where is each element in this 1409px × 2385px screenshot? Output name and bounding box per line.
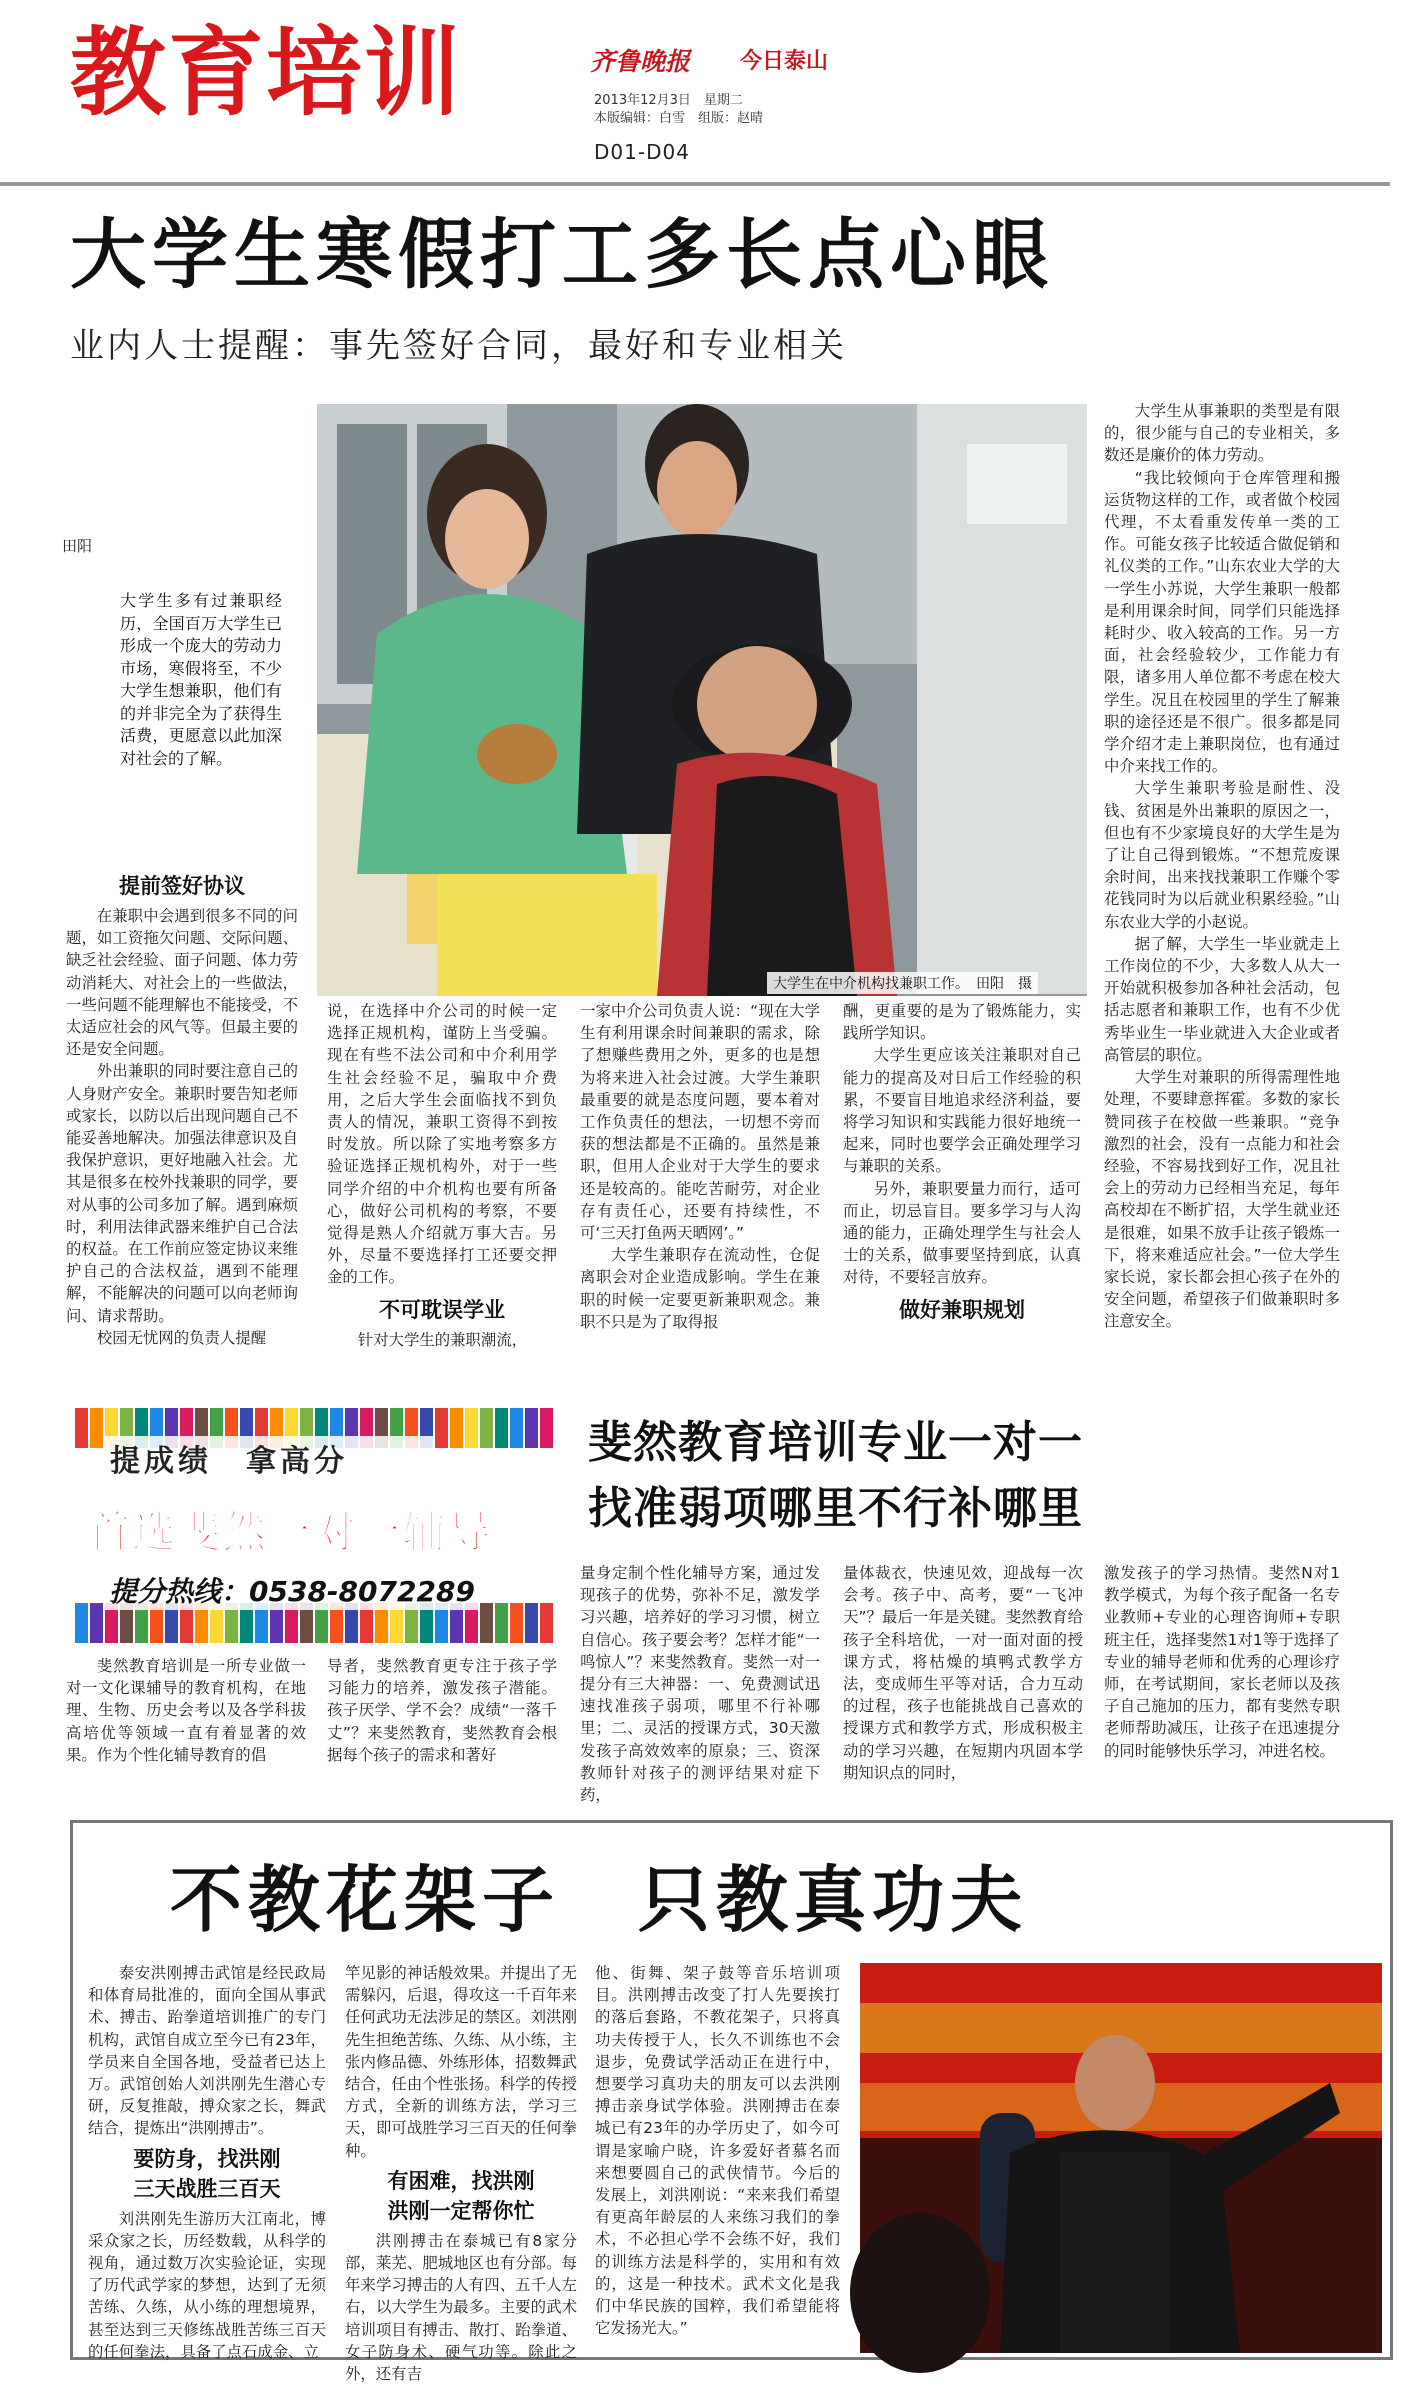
pencil-stripe [90,1408,103,1448]
story3-headline: 不教花架子 只教真功夫 [170,1858,1029,1942]
story3-subheading-1: 要防身，找洪刚 [133,2146,281,2171]
pencil-stripe [465,1408,478,1448]
pencil-stripe [495,1408,508,1448]
paragraph: 他、街舞、架子鼓等音乐培训项目。洪刚搏击改变了打人先要挨打的落后套路，不教花架子，只将真功夫传授于人，长久不训练也不会退步，免费试学活动正在进行中，想要学习真功夫的朋友可以去洪刚搏击亲身试学体验。洪刚搏击在泰城已有23年的办学历史了，如今可谓是家喻户晓，许多爱好者慕名而来想要圆自己的武侠情节。今后的发展上，刘洪刚说：“来来我们希望有更高年龄层的人来练习我们的拳术，不必担心学不会练不好，我们的训练方法是科学的，实用和有效的，这是一种技术。武术文化是我们中华民族的国粹，我们希望能将它发扬光大。” [595,1964,840,2338]
paragraph: 量身定制个性化辅导方案，通过发现孩子的优势，弥补不足，激发学习兴趣，培养好的学习习惯，树立自信心。孩子要会考？怎样才能“一鸣惊人”？来斐然教育。斐然一对一提分有三大神器：一、免费测试迅速找准孩子弱项，哪里不行补哪里；二、灵活的授课方式，30天激发孩子高效效率的原泉；三、资深教师针对孩子的测评结果对症下药， [580,1564,820,1805]
paragraph: 泰安洪刚搏击武馆是经民政局和体育局批准的，面向全国从事武术、搏击、跆拳道培训推广的专门机构，武馆自成立至今已有23年，学员来自全国各地，受益者已达上万。武馆创始人刘洪刚先生潜心专研，反复推敲，搏众家之长，舞武结合，提炼出“洪刚搏击”。 [88,1964,326,2138]
paragraph: 针对大学生的兼职潮流， [357,1330,528,1349]
story2-column-5 [1104,1562,1340,1807]
pencil-stripe [450,1408,463,1448]
paragraph: 洪刚搏击在泰城已有8家分部，莱芜、肥城地区也有分部。每年来学习搏击的人有四、五千人左右，以大学生为最多。主要的武术培训项目有搏击、散打、跆拳道、女子防身术、硬气功等。除此之外，还有吉 [345,2231,577,2384]
paragraph: 斐然教育培训是一所专业做一对一文化课辅导的教育机构，在地理、生物、历史会考以及各学科拔高培优等领域一直有着显著的效果。作为个性化辅导教育的倡 [66,1657,306,1764]
ad-hotline: 提分热线：0538-8072289 [105,1570,479,1610]
paragraph: “我比较倾向于仓库管理和搬运货物这样的工作，或者做个校园代理，不太看重发传单一类的工作。可能女孩子比较适合做促销和礼仪类的工作。”山东农业大学的大一学生小苏说，大学生兼职一般都是利用课余时间，同学们只能选择耗时少、收入较高的工作。另一方面，社会经验较少，工作能力有限，诸多用人单位都不考虑在校大学生。况且在校园里的学生了解兼职的途径还是不很广。很多都是同学介绍才走上兼职岗位，也有通过中介来找工作的。 [1104,468,1340,776]
paragraph: 导者，斐然教育更专注于孩子学习能力的培养，激发孩子潜能。孩子厌学、学不会？成绩“一落千丈”？来斐然教育，斐然教育会根据每个孩子的需求和著好 [327,1657,557,1764]
pencil-stripe [75,1408,88,1448]
pencil-stripe [525,1408,538,1448]
story1-photo-caption: 大学生在中介机构找兼职工作。 田阳 摄 [767,972,1038,994]
story1-photo [317,404,1087,996]
pencil-stripe [90,1603,103,1643]
editor-line: 本版编辑：白雪 组版：赵晴 [594,111,764,126]
story2-headline [588,1410,1083,1542]
story3-subheading-3: 有困难，找洪刚 [387,2168,535,2193]
page-range: D01-D04 [594,140,690,164]
paragraph: 校园无忧网的负责人提醒 [96,1328,267,1347]
story3-column-3 [595,1962,840,2357]
paragraph: 竿见影的神话般效果。并提出了无需躲闪，后退，得攻这一千百年来任何武功无法涉足的禁区。刘洪刚先生担绝苦练、久练、从小练，主张内修品德、外练形体，招数舞武结合，任由个性张扬。科学的传授方式，全新的训练方法，学习三天，即可战胜学习三百天的任何拳种。 [345,1964,577,2160]
story2-headline-line1: 斐然教育培训专业一对一 [588,1417,1083,1468]
masthead-divider [0,182,1390,186]
paragraph: 另外，兼职要量力而行，适可而止，切忌盲目。要多学习与人沟通的能力，正确处理学生与社会人士的关系，做事要坚持到底，认真对待，不要轻言放弃。 [843,1179,1081,1287]
story1-column-5 [1104,400,1340,1360]
story1-subhead: 业内人士提醒：事先签好合同，最好和专业相关 [70,326,847,366]
pencil-stripe [75,1603,88,1643]
pencil-stripe [480,1408,493,1448]
section-brand: 今日泰山 [740,49,829,74]
paragraph: 说，在选择中介公司的时候一定选择正规机构，谨防上当受骗。现在有些不法公司和中介利用学生社会经验不足，骗取中介费用，之后大学生会面临找不到负责人的情况，兼职工资得不到按时发放。所以除了实地考察多方验证选择正规机构外，对于一些同学介绍的中介机构也要有所备心，做好公司机构的考察，不要觉得是熟人介绍就万事大吉。另外，尽量不要选择打工还要交押金的工作。 [327,1002,557,1287]
story1-column-2 [327,1000,557,1349]
paragraph: 据了解，大学生一毕业就走上工作岗位的不少，大多数人从大一开始就积极参加各种社会活动，包括志愿者和兼职工作，也有不少优秀毕业生一毕业就进入大企业或者高管层的职位。 [1104,934,1340,1064]
pencil-stripe [540,1603,553,1643]
paragraph: 酬，更重要的是为了锻炼能力，实践所学知识。 [843,1002,1081,1043]
story3-subheading-4: 洪刚一定帮你忙 [387,2198,535,2223]
story1-byline: 田阳 [62,537,93,555]
story2-headline-line2: 找准弱项哪里不行补哪里 [588,1483,1083,1534]
section-masthead: 教育培训 [70,16,462,129]
pencil-stripe [510,1408,523,1448]
story2-column-1 [66,1655,306,1805]
story1-subheading-2: 不可耽误学业 [379,1297,505,1322]
date-line: 2013年12月3日 星期二 [594,93,743,108]
ad-headline: 首选斐然一对一辅导 [87,1507,492,1558]
story3-photo [860,1963,1382,2353]
paragraph: 激发孩子的学习热情。斐然N对1教学模式，为每个孩子配备一名专业教师+专业的心理咨询师+专职班主任，选择斐然1对1等于选择了专业的辅导老师和优秀的心理诊疗师，在考试期间，家长老师以及孩子自己施加的压力，都有斐然专职老师帮助减压，让孩子在迅速提分的同时能够快乐学习，冲进名校。 [1104,1564,1340,1760]
newspaper-logo: 齐鲁晚报 [590,47,691,76]
pencil-stripe [480,1603,493,1643]
paragraph: 大学生从事兼职的类型是有限的，很少能与自己的专业相关，多数还是廉价的体力劳动。 [1104,402,1340,465]
story1-headline: 大学生寒假打工多长点心眼 [70,210,1054,299]
story1-subheading-1: 提前签好协议 [119,874,245,898]
paragraph: 刘洪刚先生游历大江南北，博采众家之长，历经数载，从科学的视角，通过数万次实验论证，实现了历代武学家的梦想，达到了无须苦练、久练，从小练的理想境界，甚至达到三天修练战胜苦练三百天的任何拳法，具备了点石成金、立 [88,2209,326,2361]
story3-column-2 [345,1962,577,2384]
ad-slogan: 提成绩 拿高分 [110,1444,348,1479]
pencil-stripe [525,1603,538,1643]
paragraph: 大学生更应该关注兼职对自己能力的提高及对日后工作经验的积累，不要盲目地追求经济利益，要将学习知识和实践能力很好地统一起来，同时也要学会正确处理学习与兼职的关系。 [843,1046,1081,1176]
students-at-agency-photo [317,404,1087,996]
martial-artist-photo [860,1963,1382,2353]
story2-column-2 [327,1655,557,1805]
paragraph: 在兼职中会遇到很多不同的问题，如工资拖欠问题、交际问题、缺乏社会经验、面子问题、体力劳动消耗大、对社会上的一些做法，一些问题不能理解也不能接受，不太适应社会的风气等。但最主要的还是安全问题。 [66,907,298,1059]
paragraph: 量体裁衣，快速见效，迎战每一次会考。孩子中、高考，要“一飞冲天”？最后一年是关键。斐然教育给孩子全科培优，一对一面对面的授课方式，将枯燥的填鸭式教学方法，变成师生平等对话，合力互动的过程，孩子也能挑战自己喜欢的授课方式和教学方式，形成积极主动的学习兴趣，在短期内巩固本学期知识点的同时， [843,1564,1083,1782]
story3-subheading-2: 三天战胜三百天 [133,2176,281,2201]
paragraph: 大学生兼职存在流动性，仓促离职会对企业造成影响。学生在兼职的时候一定要更新兼职观念。兼职不只是为了取得报 [580,1246,820,1331]
tutoring-advertisement [75,1408,555,1643]
paragraph: 一家中介公司负责人说：“现在大学生有利用课余时间兼职的需求，除了想赚些费用之外，更多的也是想为将来进入社会过渡。大学生兼职最重要的就是态度问题，要本着对工作负责任的想法，一切想不旁而获的想法都是不正确的。虽然是兼职，但用人企业对于大学生的要求还是较高的。能吃苦耐劳，对企业存有责任心，还要有持续性，不可‘三天打鱼两天晒网’。” [580,1002,820,1243]
story3-column-1 [88,1962,326,2361]
story1-column-1 [66,865,298,1347]
pencil-stripe [495,1603,508,1643]
pencil-stripe [435,1408,448,1448]
story2-column-4 [843,1562,1083,1807]
story1-column-3 [580,1000,820,1335]
paragraph: 大学生兼职考验是耐性、没钱、贫困是外出兼职的原因之一，但也有不少家境良好的大学生是为了让自己得到锻炼。“不想荒废课余时间，出来找找兼职工作赚个零花钱同时为以后就业积累经验。”山东农业大学的小赵说。 [1104,779,1340,931]
pencil-stripe [510,1603,523,1643]
pencil-stripe [540,1408,553,1448]
story1-subheading-3: 做好兼职规划 [899,1297,1025,1322]
story1-lead: 大学生多有过兼职经历，全国百万大学生已形成一个庞大的劳动力市场，寒假将至，不少大学生想兼职，他们有的并非完全为了获得生活费，更愿意以此加深对社会的了解。 [120,591,282,768]
story2-column-3 [580,1562,820,1807]
paragraph: 大学生对兼职的所得需理性地处理，不要肆意挥霍。多数的家长赞同孩子在校做一些兼职。“竞争激烈的社会，没有一点能力和社会经验，不容易找到好工作，况且社会上的劳动力已经相当充足，每年高校却在不断扩招，大学生就业还是很难，如果不放手让孩子锻炼一下，将来难适应社会。”一位大学生家长说，家长都会担心孩子在外的安全问题，希望孩子们做兼职时多注意安全。 [1104,1068,1340,1331]
paragraph: 外出兼职的同时要注意自己的人身财产安全。兼职时要告知老师或家长，以防以后出现问题自己不能妥善地解决。加强法律意识及自我保护意识，更好地融入社会。尤其是很多在校外找兼职的同学，要对从事的公司多加了解。遇到麻烦时，利用法律武器来维护自己合法的权益。在工作前应签定协议来维护自己的合法权益，遇到不能理解，不能解决的问题可以向老师询问、请求帮助。 [66,1062,298,1325]
story1-column-4 [843,1000,1081,1335]
